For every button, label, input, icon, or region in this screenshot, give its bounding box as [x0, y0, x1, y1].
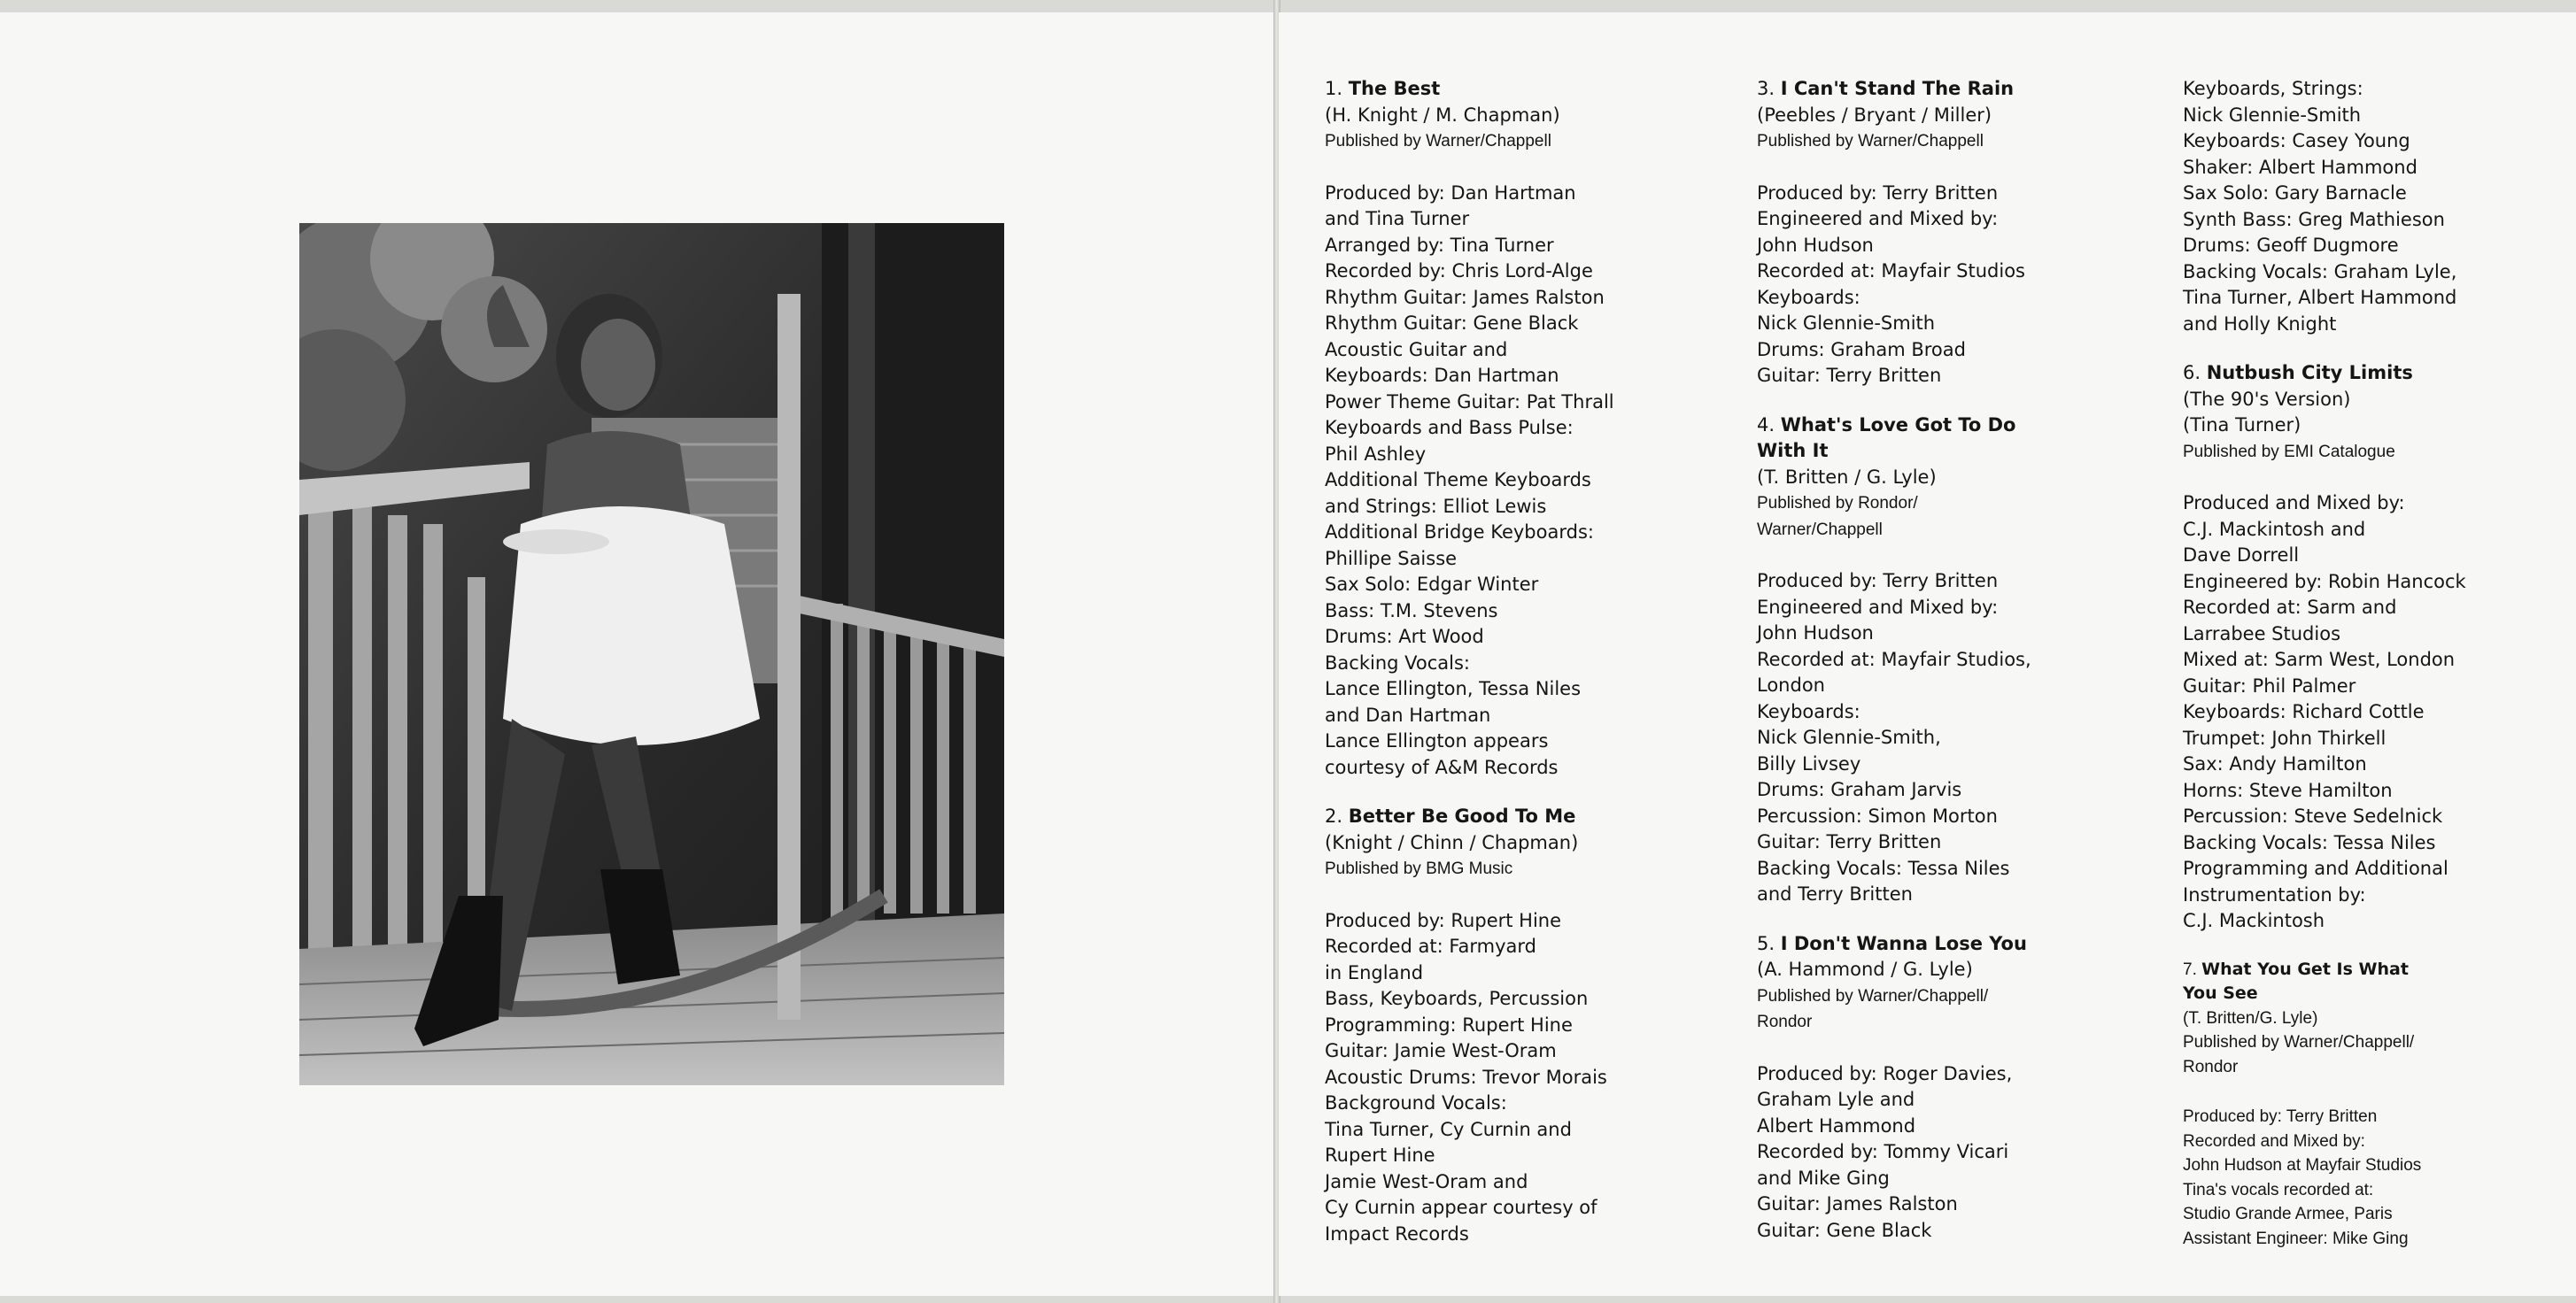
credit-line: Tina Turner, Albert Hammond — [2183, 287, 2457, 308]
credit-line: C.J. Mackintosh and — [2183, 518, 2366, 540]
credit-line: Produced by: Rupert Hine — [1325, 909, 1562, 931]
credit-line: Graham Lyle and — [1757, 1089, 1915, 1110]
credit-line: and Strings: Elliot Lewis — [1325, 495, 1547, 517]
spacer — [2183, 465, 2466, 490]
credit-line: Recorded by: Chris Lord-Alge — [1325, 260, 1593, 281]
credit-line: C.J. Mackintosh — [2183, 910, 2325, 931]
track-number: 3. — [1757, 78, 1781, 99]
publisher: Published by BMG Music — [1325, 860, 1513, 878]
credit-line: Recorded by: Tommy Vicari — [1757, 1141, 2009, 1162]
track-number: 5. — [1757, 932, 1781, 954]
track-number: 2. — [1325, 806, 1349, 827]
songwriters: (The 90's Version) — [2183, 388, 2351, 410]
track-title — [2183, 982, 2466, 1006]
songwriters: (T. Britten / G. Lyle) — [1757, 466, 1937, 488]
credit-line: Sax: Andy Hamilton — [2183, 753, 2367, 775]
track-entry — [2183, 958, 2466, 1252]
credit-line: Studio Grande Armee, Paris — [2183, 1205, 2393, 1223]
track-title-text: I Can't Stand The Rain — [1780, 78, 2015, 99]
track-entry — [1325, 804, 1614, 1247]
track-title — [1757, 438, 2031, 465]
credit-line: Guitar: Terry Britten — [1757, 365, 1942, 386]
credit-line: Impact Records — [1325, 1222, 1469, 1245]
credit-line: Produced by: Roger Davies, — [1757, 1062, 2013, 1084]
track-title-text: You See — [2183, 983, 2258, 1003]
credit-line: Keyboards: — [1757, 286, 1860, 308]
credit-line: Additional Theme Keyboards — [1325, 469, 1591, 490]
credit-line: and Holly Knight — [2183, 312, 2337, 335]
credit-line: Tina Turner, Cy Curnin and — [1325, 1118, 1572, 1140]
credit-line: Nick Glennie-Smith — [1757, 312, 1936, 334]
credit-line: Backing Vocals: Tessa Niles — [2183, 831, 2436, 853]
track-entry — [2183, 360, 2466, 935]
publisher: Published by Warner/Chappell/ — [2183, 1033, 2415, 1052]
credit-line: Bass, Keyboards, Percussion — [1325, 988, 1589, 1009]
credit-line: Rupert Hine — [1325, 1145, 1435, 1166]
songwriters: (T. Britten/G. Lyle) — [2183, 1008, 2318, 1028]
track-number: 7. — [2183, 960, 2202, 979]
credits-column-1 — [1325, 76, 1614, 1270]
credits-column-3 — [2183, 76, 2466, 1274]
publisher: Published by Warner/Chappell/ — [1757, 986, 1989, 1006]
track-title — [1757, 931, 2031, 958]
credit-line: London — [1757, 675, 1825, 696]
credit-line: Tina's vocals recorded at: — [2183, 1180, 2374, 1199]
publisher: Published by EMI Catalogue — [2183, 442, 2395, 461]
credit-line: Guitar: Terry Britten — [1757, 831, 1942, 852]
credit-line: Recorded at: Mayfair Studios — [1757, 260, 2025, 281]
publisher: Published by Rondor/ — [1757, 494, 1918, 513]
track-title — [1757, 76, 2031, 103]
credit-line: Guitar: Jamie West-Oram — [1325, 1040, 1557, 1061]
credit-line: Recorded at: Mayfair Studios, — [1757, 648, 2031, 670]
track-title — [1325, 76, 1614, 103]
credit-line: Engineered by: Robin Hancock — [2183, 570, 2466, 592]
credit-line: Billy Livsey — [1757, 752, 1861, 775]
credit-line: Keyboards and Bass Pulse: — [1325, 417, 1574, 438]
publisher: Rondor — [1757, 1013, 1813, 1031]
credit-line: Keyboards: Dan Hartman — [1325, 365, 1559, 386]
credit-line: Dave Dorrell — [2183, 544, 2300, 566]
credit-line: Backing Vocals: Graham Lyle, — [2183, 260, 2457, 282]
spacer — [1757, 155, 2031, 181]
spacer — [1325, 155, 1614, 181]
credit-line: Recorded and Mixed by: — [2183, 1131, 2365, 1151]
credit-line: Programming and Additional — [2183, 858, 2448, 879]
spacer — [1757, 543, 2031, 568]
credit-line: Lance Ellington, Tessa Niles — [1325, 678, 1582, 699]
spacer — [1325, 883, 1614, 908]
credit-line: Keyboards, Strings: — [2183, 78, 2363, 99]
credit-line: Mixed at: Sarm West, London — [2183, 649, 2456, 670]
track-title — [1757, 412, 2031, 439]
track-title-text: What You Get Is What — [2201, 959, 2409, 979]
track-title-text: Better Be Good To Me — [1348, 806, 1576, 827]
track-title-text: The Best — [1348, 78, 1441, 99]
credit-line: Recorded at: Farmyard — [1325, 936, 1536, 957]
track-title-text: Nutbush City Limits — [2206, 362, 2413, 383]
credit-line: Cy Curnin appear courtesy of — [1325, 1197, 1597, 1218]
songwriters: (A. Hammond / G. Lyle) — [1757, 959, 1973, 980]
credit-line: John Hudson — [1757, 622, 1874, 644]
credit-line: and Tina Turner — [1325, 208, 1470, 229]
track-title — [2183, 958, 2466, 983]
credit-line: Synth Bass: Greg Mathieson — [2183, 208, 2445, 230]
cover-photo — [299, 223, 1004, 1085]
credit-line: Drums: Geoff Dugmore — [2183, 235, 2399, 256]
credit-line: Acoustic Guitar and — [1325, 338, 1508, 360]
songwriters: (Peebles / Bryant / Miller) — [1757, 104, 1992, 126]
credit-line: Produced by: Terry Britten — [1757, 181, 1999, 204]
credit-line: in England — [1325, 961, 1424, 983]
credit-line: Phil Ashley — [1325, 443, 1427, 465]
songwriters: (H. Knight / M. Chapman) — [1325, 104, 1560, 126]
credit-line: Instrumentation by: — [2183, 883, 2366, 906]
track-entry — [2183, 76, 2466, 337]
credit-line: and Mike Ging — [1757, 1167, 1890, 1189]
track-entry — [1325, 76, 1614, 781]
songwriters: (Tina Turner) — [2183, 414, 2301, 436]
credit-line: Backing Vocals: Tessa Niles — [1757, 857, 2010, 879]
credit-line: Guitar: Phil Palmer — [2183, 675, 2356, 697]
credit-line: Guitar: James Ralston — [1757, 1193, 1958, 1214]
credit-line: Shaker: Albert Hammond — [2183, 156, 2417, 178]
credit-line: Engineered and Mixed by: — [1757, 208, 1999, 229]
credit-line: courtesy of A&M Records — [1325, 756, 1559, 778]
credit-line: Power Theme Guitar: Pat Thrall — [1325, 390, 1614, 412]
credit-line: Arranged by: Tina Turner — [1325, 234, 1554, 256]
publisher: Published by Warner/Chappell — [1757, 132, 1984, 150]
track-number: 6. — [2183, 362, 2207, 383]
credit-line: Produced by: Terry Britten — [2183, 1107, 2378, 1126]
credit-line: Keyboards: — [1757, 700, 1860, 722]
credit-line: Jamie West-Oram and — [1325, 1170, 1528, 1192]
credit-line: Recorded at: Sarm and — [2183, 597, 2397, 618]
porch-photo-image — [299, 223, 1004, 1085]
left-page — [0, 12, 1277, 1296]
credit-line: Produced by: Terry Britten — [1757, 570, 1999, 591]
track-number: 1. — [1325, 78, 1349, 99]
credit-line: Rhythm Guitar: James Ralston — [1325, 286, 1605, 308]
credit-line: and Dan Hartman — [1325, 704, 1491, 726]
credit-line: Engineered and Mixed by: — [1757, 596, 1999, 618]
track-title-text: With It — [1757, 440, 1829, 461]
credit-line: Drums: Graham Jarvis — [1757, 779, 1962, 800]
publisher: Warner/Chappell — [1757, 520, 1883, 539]
credit-line: Drums: Art Wood — [1325, 626, 1484, 647]
credit-line: Rhythm Guitar: Gene Black — [1325, 312, 1579, 334]
credit-line: Acoustic Drums: Trevor Morais — [1325, 1066, 1607, 1088]
credit-line: Guitar: Gene Black — [1757, 1219, 1932, 1241]
publisher: Rondor — [2183, 1057, 2239, 1076]
publisher: Published by Warner/Chappell — [1325, 132, 1551, 150]
track-entry — [1757, 931, 2031, 1245]
credit-line: Backing Vocals: — [1325, 652, 1470, 674]
credit-line: and Terry Britten — [1757, 883, 1913, 905]
credit-line: Bass: T.M. Stevens — [1325, 599, 1498, 621]
track-title — [1325, 804, 1614, 830]
credit-line: Percussion: Steve Sedelnick — [2183, 806, 2443, 827]
credit-line: Programming: Rupert Hine — [1325, 1014, 1573, 1036]
credit-line: Nick Glennie-Smith, — [1757, 727, 1941, 748]
spacer — [2183, 1079, 2466, 1105]
credit-line: Sax Solo: Edgar Winter — [1325, 574, 1539, 595]
track-number: 4. — [1757, 413, 1781, 436]
credit-line: Assistant Engineer: Mike Ging — [2183, 1229, 2409, 1248]
track-title — [2183, 360, 2466, 387]
credit-line: Keyboards: Richard Cottle — [2183, 701, 2425, 722]
credit-line: Larrabee Studios — [2183, 622, 2341, 644]
credits-column-2 — [1757, 76, 2031, 1267]
credit-line: Produced by: Dan Hartman — [1325, 181, 1576, 204]
credit-line: Background Vocals: — [1325, 1092, 1507, 1114]
credit-line: Percussion: Simon Morton — [1757, 805, 1998, 827]
track-title-text: What's Love Got To Do — [1780, 413, 2016, 436]
credit-line: Nick Glennie-Smith — [2183, 104, 2362, 126]
credit-line: Produced and Mixed by: — [2183, 492, 2405, 513]
credit-line: John Hudson at Mayfair Studios — [2183, 1156, 2422, 1175]
songwriters: (Knight / Chinn / Chapman) — [1325, 831, 1579, 853]
credit-line: Horns: Steve Hamilton — [2183, 779, 2393, 801]
track-title-text: I Don't Wanna Lose You — [1780, 932, 2027, 954]
credit-line: Lance Ellington appears — [1325, 730, 1549, 752]
credit-line: John Hudson — [1757, 234, 1874, 256]
credit-line: Drums: Graham Broad — [1757, 338, 1966, 360]
credit-line: Trumpet: John Thirkell — [2183, 727, 2386, 749]
track-entry — [1757, 76, 2031, 389]
credit-line: Keyboards: Casey Young — [2183, 130, 2410, 151]
credit-line: Albert Hammond — [1757, 1114, 1916, 1137]
spacer — [1757, 1036, 2031, 1061]
track-entry — [1757, 412, 2031, 908]
credit-line: Sax Solo: Gary Barnacle — [2183, 182, 2407, 204]
credit-line: Phillipe Saisse — [1325, 547, 1458, 569]
credit-line: Additional Bridge Keyboards: — [1325, 521, 1594, 543]
